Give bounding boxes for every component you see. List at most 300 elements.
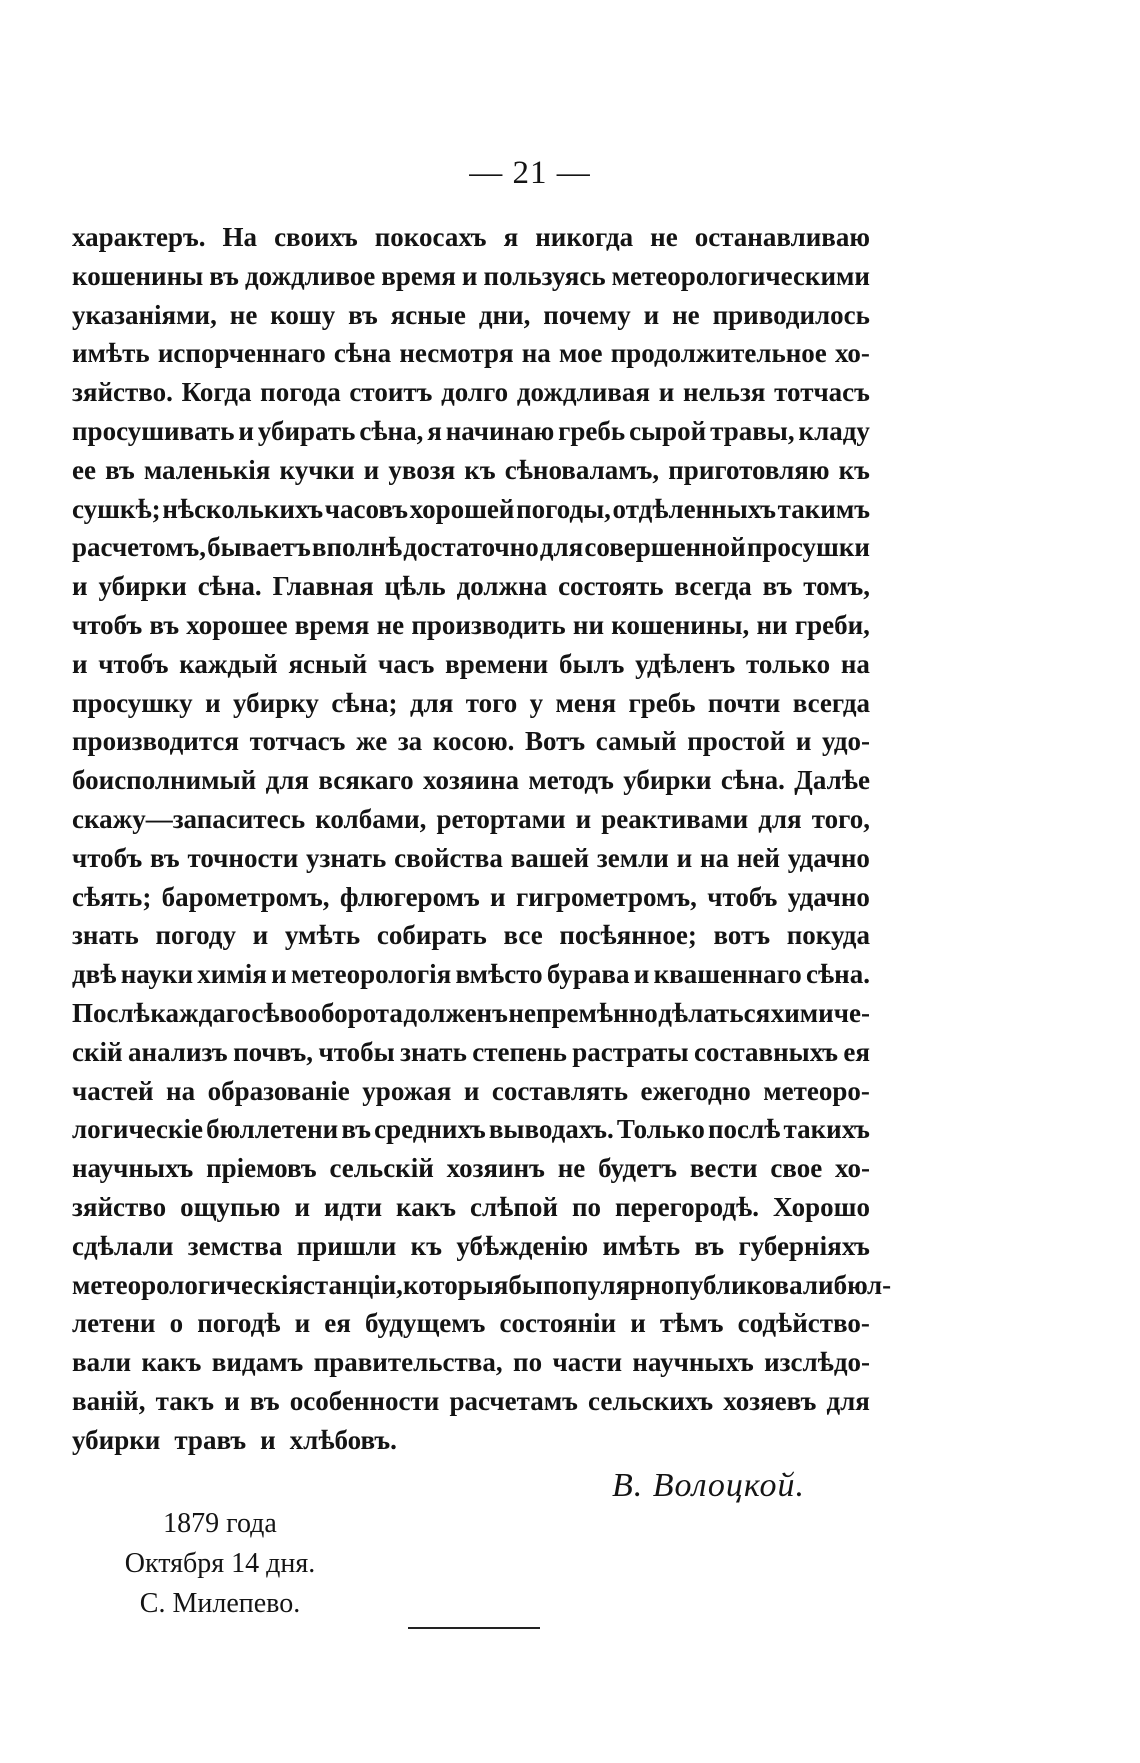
word: земства xyxy=(187,1230,283,1261)
word: цѣль xyxy=(384,571,446,602)
word: убирки xyxy=(623,765,712,796)
text-line xyxy=(72,257,870,296)
word: вотъ xyxy=(713,920,771,951)
word: свое xyxy=(770,1153,823,1184)
word: расчетомъ, xyxy=(72,532,206,563)
text-line xyxy=(72,800,870,839)
word: и xyxy=(294,1191,310,1222)
word: погодѣ xyxy=(197,1308,281,1339)
word: свойства xyxy=(394,842,503,873)
word: убирать xyxy=(257,415,356,446)
word: флюгеромъ xyxy=(339,881,480,912)
word: къ xyxy=(464,454,496,485)
word: гигрометромъ, xyxy=(515,881,697,912)
word: и xyxy=(294,1308,311,1339)
word: летени xyxy=(72,1308,156,1339)
word: знать xyxy=(400,1036,467,1067)
word: анализъ xyxy=(128,1036,228,1067)
word: испорченнаго xyxy=(157,338,326,369)
text-line xyxy=(72,1304,870,1343)
text-line xyxy=(72,645,870,684)
word: популярно xyxy=(543,1269,675,1300)
word: Главная xyxy=(272,571,374,602)
word: хозяина xyxy=(422,765,520,796)
text-line xyxy=(72,1149,870,1188)
word: кошенины, xyxy=(611,609,750,640)
word: часовъ xyxy=(324,493,408,524)
word: я xyxy=(503,222,519,252)
word: въ xyxy=(149,609,180,640)
word: удо- xyxy=(822,726,870,757)
word: меня xyxy=(555,687,617,718)
word: травы, xyxy=(710,415,795,446)
word: удачно xyxy=(787,842,870,873)
word: для xyxy=(265,765,309,796)
word: и xyxy=(658,377,675,408)
word: образованіе xyxy=(207,1075,350,1106)
word: состояніи xyxy=(499,1308,617,1339)
word: и xyxy=(363,454,380,485)
word: составлять xyxy=(491,1075,629,1106)
word: за xyxy=(397,726,423,757)
word: и xyxy=(252,920,269,951)
word: нельзя xyxy=(682,377,766,408)
word: начинаю xyxy=(445,415,555,446)
word: колбами, xyxy=(315,803,427,834)
word: ни xyxy=(756,609,788,640)
word: ясный xyxy=(288,648,368,679)
word: продолжительное xyxy=(610,338,827,369)
word: не xyxy=(672,299,700,330)
word: бы xyxy=(508,1269,543,1300)
word: непремѣнно xyxy=(508,997,658,1028)
word: удѣленъ xyxy=(635,648,736,679)
word: чтобы xyxy=(318,1036,395,1067)
body-text xyxy=(72,218,892,1460)
text-line xyxy=(72,334,870,373)
word: увозя xyxy=(388,454,456,485)
dateline xyxy=(100,1504,340,1624)
text-line xyxy=(72,916,870,955)
word: въ xyxy=(762,571,793,602)
text-line xyxy=(72,1072,870,1111)
word: какъ xyxy=(141,1347,202,1378)
text-line xyxy=(72,528,870,567)
word: хозяевъ xyxy=(723,1385,817,1416)
word: правительства, xyxy=(313,1347,503,1378)
word: дни, xyxy=(478,299,531,330)
word: ее xyxy=(72,454,96,485)
word: не xyxy=(229,299,258,330)
word: не xyxy=(557,1153,586,1184)
word: всякаго xyxy=(318,765,414,796)
word: долго xyxy=(441,377,509,408)
word: скій xyxy=(72,1036,123,1067)
word: методъ xyxy=(528,765,614,796)
word: почему xyxy=(543,299,631,330)
word: покосахъ xyxy=(374,222,487,252)
word: гребь xyxy=(628,687,696,718)
page-number: — 21 — xyxy=(469,155,591,191)
word: хозяинъ xyxy=(446,1153,545,1184)
word: и xyxy=(630,1308,646,1339)
word: такимъ xyxy=(777,493,870,524)
word: сѣять; xyxy=(72,881,152,912)
word: вести xyxy=(689,1153,758,1184)
word: посѣянное; xyxy=(559,920,697,951)
word: самый xyxy=(595,726,677,757)
word: въ xyxy=(348,299,378,330)
word: и xyxy=(575,803,592,834)
word: и xyxy=(260,1424,276,1455)
word: видамъ xyxy=(211,1347,304,1378)
word: бываетъ xyxy=(207,532,311,563)
word: несмотря xyxy=(399,338,514,369)
text-line xyxy=(72,373,870,412)
word: убѣжденію xyxy=(456,1230,589,1261)
word: сырой xyxy=(629,415,707,446)
word: среднихъ xyxy=(374,1114,486,1145)
word: и xyxy=(795,726,812,757)
word: ощупью xyxy=(180,1191,281,1222)
word: Только xyxy=(616,1114,705,1145)
word: и xyxy=(463,1075,480,1106)
word: и xyxy=(224,1385,240,1416)
word: къ xyxy=(410,1230,442,1261)
word: такихъ xyxy=(783,1114,870,1145)
word: нѣсколькихъ xyxy=(162,493,324,524)
word: сельскій xyxy=(329,1153,434,1184)
word: частей xyxy=(72,1075,154,1106)
word: зяйство. xyxy=(72,377,173,408)
word: Когда xyxy=(181,377,252,408)
word: просушивать xyxy=(72,415,235,446)
text-line xyxy=(72,1227,870,1266)
word: ней xyxy=(736,842,780,873)
word: ежегодно xyxy=(640,1075,751,1106)
word: томъ, xyxy=(803,571,870,602)
word: каждаго xyxy=(150,997,251,1028)
word: растраты xyxy=(572,1036,689,1067)
closing-rule xyxy=(408,1627,540,1629)
word: вмѣсто xyxy=(455,959,543,990)
word: части xyxy=(552,1347,623,1378)
text-line xyxy=(72,878,870,917)
word: будетъ xyxy=(598,1153,677,1184)
word: убирку xyxy=(233,687,319,718)
word: сѣна; xyxy=(331,687,398,718)
word: никогда xyxy=(535,222,634,252)
word: по xyxy=(513,1347,543,1378)
word: на xyxy=(521,338,551,369)
text-line xyxy=(72,296,870,335)
word: хлѣбовъ. xyxy=(289,1424,397,1455)
word: бурава xyxy=(546,959,630,990)
word: удачно xyxy=(787,881,870,912)
word: пользуясь xyxy=(483,260,606,291)
word: ни xyxy=(572,609,605,640)
word: хорошее xyxy=(186,609,288,640)
word: и xyxy=(676,842,693,873)
word: почвъ, xyxy=(233,1036,314,1067)
word: сушкѣ; xyxy=(72,493,161,524)
word: чтобъ xyxy=(707,881,778,912)
word: своихъ xyxy=(274,222,358,252)
word: производить xyxy=(411,609,566,640)
word: сельскихъ xyxy=(588,1385,714,1416)
word: и xyxy=(633,959,650,990)
word: я xyxy=(427,415,442,446)
word: земли xyxy=(596,842,669,873)
word: на xyxy=(840,648,870,679)
text-line xyxy=(72,839,870,878)
word: достаточно xyxy=(403,532,539,563)
word: не xyxy=(376,609,405,640)
word: изслѣдо- xyxy=(764,1347,870,1378)
word: тотчасъ xyxy=(249,726,346,757)
word: узнать xyxy=(306,842,387,873)
signature: В. Волоцкой. xyxy=(612,1467,806,1504)
word: и xyxy=(461,260,478,291)
word: о xyxy=(169,1308,184,1339)
word: логическіе xyxy=(72,1114,204,1145)
word: ваній, xyxy=(72,1385,146,1416)
word: каждый xyxy=(179,648,278,679)
text-line xyxy=(72,1382,870,1421)
dateline-place: С. Милепево. xyxy=(139,1588,301,1619)
word: характеръ. xyxy=(72,222,206,252)
word: на xyxy=(166,1075,196,1106)
word: квашеннаго xyxy=(653,959,802,990)
word: косою. xyxy=(432,726,515,757)
word: химиче- xyxy=(770,997,870,1028)
word: гребь xyxy=(558,415,626,446)
word: ясные xyxy=(390,299,466,330)
word: дѣлаться xyxy=(658,997,771,1028)
word: вали xyxy=(72,1347,132,1378)
text-line xyxy=(72,1266,892,1305)
word: сѣна, xyxy=(359,415,424,446)
word: бюл- xyxy=(833,1269,892,1300)
word: приводилось xyxy=(712,299,870,330)
word: публиковали xyxy=(674,1269,834,1300)
word: Хорошо xyxy=(773,1191,870,1222)
word: для xyxy=(409,687,454,718)
word: въ xyxy=(249,1385,280,1416)
word: отдѣленныхъ xyxy=(612,493,776,524)
word: губерніяхъ xyxy=(738,1230,870,1261)
word: кладу xyxy=(798,415,870,446)
word: чтобъ xyxy=(72,842,143,873)
word: бюллетени xyxy=(206,1114,339,1145)
word: кошу xyxy=(270,299,336,330)
word: собирать xyxy=(376,920,487,951)
word: просушки xyxy=(746,532,870,563)
word: ретортами xyxy=(436,803,566,834)
word: химія xyxy=(197,959,267,990)
word: приготовляю xyxy=(668,454,830,485)
word: сѣна. xyxy=(197,571,262,602)
word: содѣйство- xyxy=(737,1308,870,1339)
word: всегда xyxy=(674,571,752,602)
text-line xyxy=(72,994,870,1033)
word: научныхъ xyxy=(72,1153,194,1184)
text-line xyxy=(72,1188,870,1227)
word: въ xyxy=(209,260,239,291)
word: сѣна xyxy=(333,338,392,369)
word: сѣноваламъ, xyxy=(504,454,660,485)
word: и xyxy=(72,648,88,679)
word: имѣть xyxy=(72,338,150,369)
word: метеорологія xyxy=(290,959,452,990)
word: двѣ xyxy=(72,959,117,990)
word: маленькія xyxy=(143,454,271,485)
text-line xyxy=(72,684,870,723)
word: станціи, xyxy=(302,1269,403,1300)
word: степень xyxy=(472,1036,567,1067)
word: точности xyxy=(187,842,299,873)
word: какъ xyxy=(396,1191,456,1222)
word: метеорологическими xyxy=(611,260,870,291)
word: сѣна. xyxy=(720,765,785,796)
word: для xyxy=(539,532,584,563)
word: въ xyxy=(694,1230,725,1261)
word: перегородѣ. xyxy=(615,1191,759,1222)
text-line xyxy=(72,722,870,761)
word: только xyxy=(745,648,831,679)
word: будущемъ xyxy=(365,1308,486,1339)
word: погоды, xyxy=(516,493,611,524)
word: состоять xyxy=(558,571,664,602)
word: убирки xyxy=(98,571,187,602)
word: хорошей xyxy=(409,493,515,524)
word: у xyxy=(529,687,544,718)
text-line xyxy=(72,567,870,606)
word: такъ xyxy=(155,1385,215,1416)
word: хо- xyxy=(835,1153,870,1184)
word: должна xyxy=(456,571,548,602)
word: вполнѣ xyxy=(311,532,403,563)
word: всегда xyxy=(792,687,870,718)
word: чтобъ xyxy=(72,609,143,640)
word: же xyxy=(355,726,388,757)
text-line xyxy=(72,451,870,490)
word: особенности xyxy=(289,1385,440,1416)
text-line xyxy=(72,1110,870,1149)
word: просушку xyxy=(72,687,193,718)
word: тѣмъ xyxy=(659,1308,724,1339)
word: вашей xyxy=(510,842,590,873)
word: и xyxy=(490,881,506,912)
word: дождливая xyxy=(516,377,650,408)
text-line xyxy=(72,606,870,645)
word: и xyxy=(205,687,221,718)
word: почти xyxy=(707,687,781,718)
text-line xyxy=(72,490,870,529)
word: и xyxy=(238,415,254,446)
word: не xyxy=(650,222,678,252)
text-line xyxy=(72,955,870,994)
text-line xyxy=(72,412,870,451)
word: слѣпой xyxy=(470,1191,558,1222)
word: и xyxy=(72,571,88,602)
word: и xyxy=(271,959,287,990)
word: ея xyxy=(843,1036,870,1067)
word: мое xyxy=(558,338,603,369)
word: часъ xyxy=(377,648,435,679)
word: совершенной xyxy=(584,532,746,563)
word: производится xyxy=(72,726,239,757)
word: для xyxy=(758,803,802,834)
word: кучки xyxy=(279,454,355,485)
word: для xyxy=(826,1385,870,1416)
word: погоду xyxy=(155,920,236,951)
word: скажу—запаситесь xyxy=(72,803,306,834)
word: имѣть xyxy=(602,1230,681,1261)
word: пришли xyxy=(296,1230,397,1261)
word: все xyxy=(503,920,543,951)
word: послѣ xyxy=(707,1114,781,1145)
text-line xyxy=(72,761,870,800)
word: Послѣ xyxy=(72,997,150,1028)
word: того, xyxy=(811,803,870,834)
word: расчетамъ xyxy=(449,1385,578,1416)
word: покуда xyxy=(786,920,870,951)
word: въ xyxy=(105,454,135,485)
word: Далѣе xyxy=(794,765,870,796)
word: по xyxy=(571,1191,602,1222)
word: указаніями, xyxy=(72,299,217,330)
word: урожая xyxy=(362,1075,452,1106)
word: идти xyxy=(324,1191,383,1222)
word: и xyxy=(643,299,660,330)
word: науки xyxy=(120,959,194,990)
word: греби, xyxy=(794,609,870,640)
word: сѣвооборота xyxy=(251,997,403,1028)
word: сѣна. xyxy=(805,959,870,990)
word: долженъ xyxy=(403,997,508,1028)
text-line xyxy=(72,218,870,257)
word: время xyxy=(381,260,456,291)
word: дождливое xyxy=(244,260,376,291)
word: на xyxy=(699,842,730,873)
word: научныхъ xyxy=(632,1347,754,1378)
word: знать xyxy=(72,920,139,951)
text-line xyxy=(72,1033,870,1072)
word: умѣть xyxy=(284,920,361,951)
word: стоитъ xyxy=(349,377,433,408)
word: составныхъ xyxy=(693,1036,838,1067)
word: которыя xyxy=(402,1269,509,1300)
word: хо- xyxy=(834,338,870,369)
word: время xyxy=(294,609,370,640)
word: Вотъ xyxy=(524,726,586,757)
word: реактивами xyxy=(601,803,749,834)
word: того xyxy=(465,687,518,718)
text-line xyxy=(72,1343,870,1382)
word: боисполнимый xyxy=(72,765,257,796)
word: сдѣлали xyxy=(72,1230,174,1261)
word: выводахъ. xyxy=(488,1114,614,1145)
word: кошенины xyxy=(72,260,204,291)
word: къ xyxy=(838,454,870,485)
word: останавливаю xyxy=(694,222,870,252)
word: въ xyxy=(150,842,180,873)
word: метеорологическія xyxy=(72,1269,303,1300)
word: барометромъ, xyxy=(161,881,330,912)
word: ея xyxy=(324,1308,351,1339)
word: зяйство xyxy=(72,1191,167,1222)
